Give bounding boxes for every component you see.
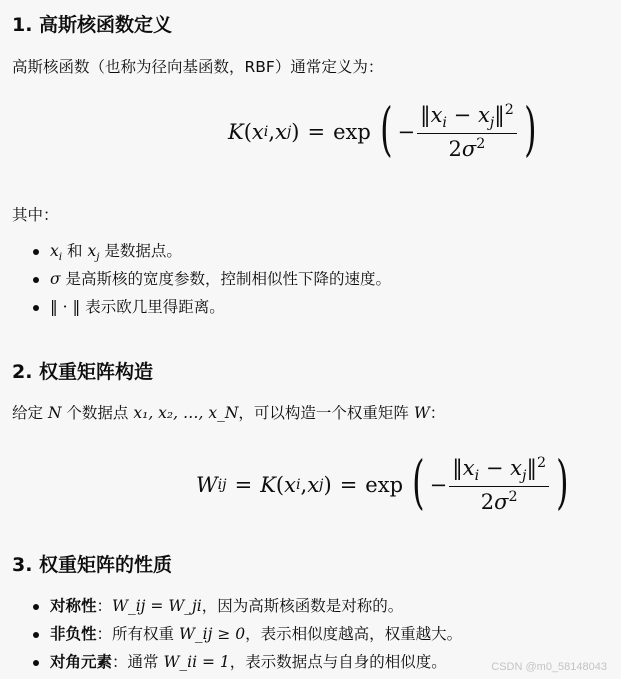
list-item: 对角元素：通常 W_ii = 1，表示数据点与自身的相似度。 — [30, 648, 462, 676]
list-item: 对称性：W_ij = W_ji，因为高斯核函数是对称的。 — [30, 592, 462, 620]
section-1-heading: 1. 高斯核函数定义 — [12, 14, 173, 36]
watermark: CSDN @m0_58148043 — [491, 661, 607, 673]
where-label: 其中： — [12, 206, 59, 224]
weight-matrix-equation: W ij = K ( x i , x j ) = exp ( − $\frac{‖x_i - x_j‖^2}{2\sigma^2}$ ) — [196, 447, 569, 516]
section-2-heading: 2. 权重矩阵构造 — [12, 361, 154, 383]
list-item: ‖ · ‖ 表示欧几里得距离。 — [30, 293, 391, 321]
section-3-bullets — [30, 592, 462, 676]
section-3-heading: 3. 权重矩阵的性质 — [12, 554, 173, 576]
list-item: σ 是高斯核的宽度参数，控制相似性下降的速度。 — [30, 265, 391, 293]
section-2-intro: 给定 N 个数据点 x₁, x₂, …, x_N，可以构造一个权重矩阵 W： — [12, 404, 446, 422]
list-item: $x_i$ 和 $x_j$ 是数据点。 — [30, 237, 391, 265]
section-1-bullets — [30, 237, 391, 321]
gaussian-kernel-equation: K ( x i , x j ) = exp ( − $\frac{‖x_i - x_j‖^2}{2\sigma^2}$ ) — [228, 94, 537, 163]
list-item: 非负性：所有权重 W_ij ≥ 0，表示相似度越高，权重越大。 — [30, 620, 462, 648]
section-1-intro: 高斯核函数（也称为径向基函数，RBF）通常定义为： — [12, 58, 384, 76]
